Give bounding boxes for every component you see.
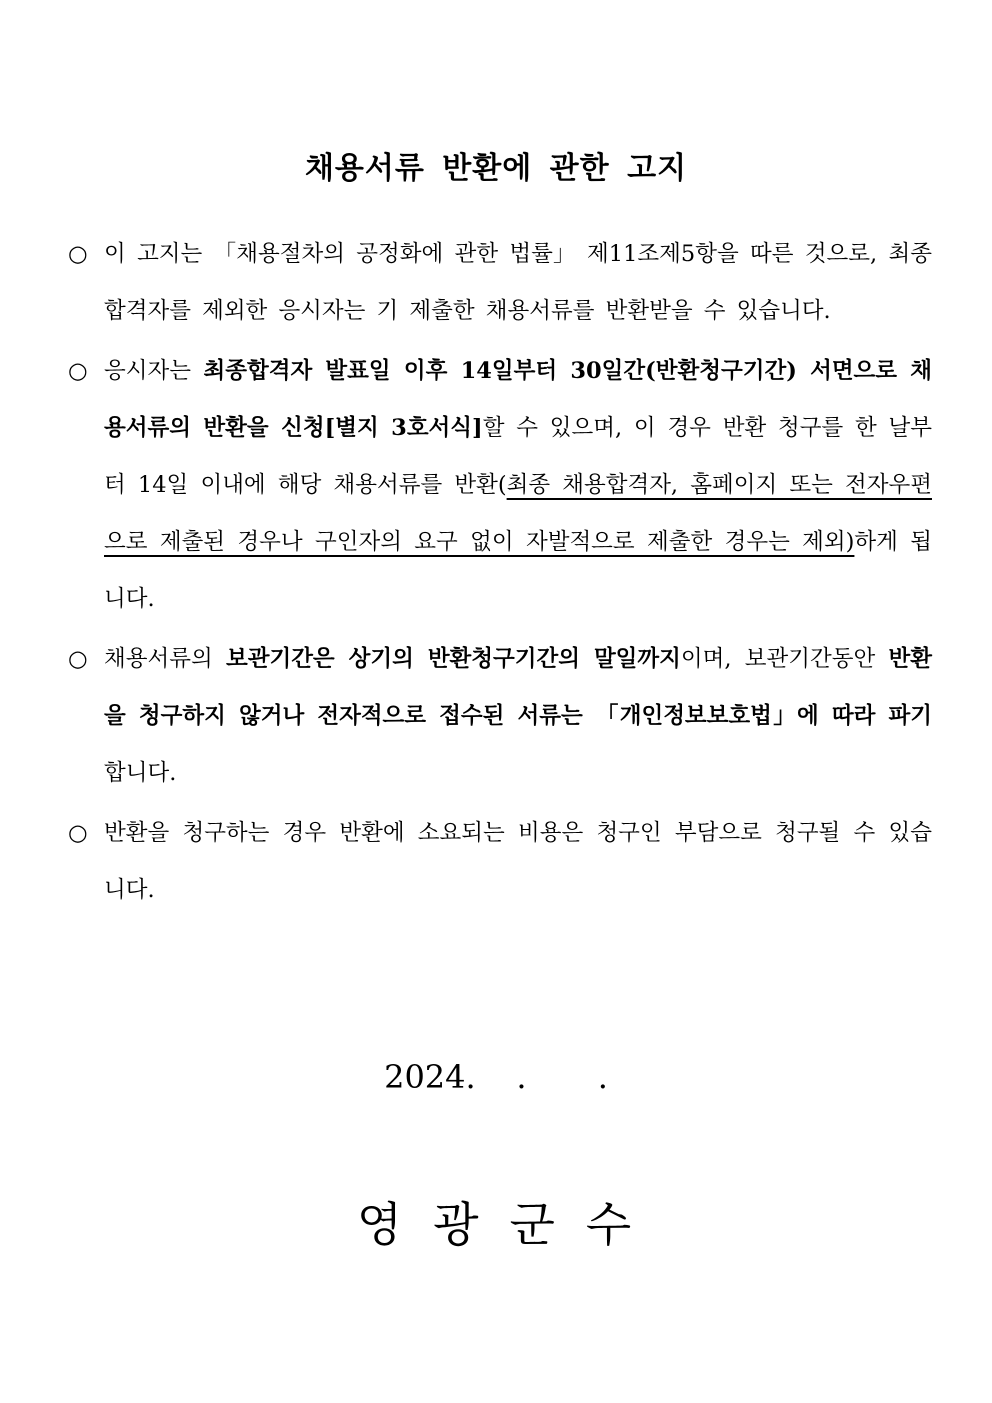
notice-item xyxy=(68,805,932,919)
circle-bullet-icon: ○ xyxy=(68,241,88,267)
document-title: 채용서류 반환에 관한 고지 xyxy=(304,151,688,186)
notice-text-segment: 최종 채용합격자, 홈페이지 또는 전자우편으로 제출된 경우나 구인자의 요구 없이 자발적으로 제출한 경우는 제외) xyxy=(104,472,932,555)
circle-bullet-icon: ○ xyxy=(68,646,88,672)
document-date: 2024. . . xyxy=(384,1058,608,1096)
circle-bullet-icon: ○ xyxy=(68,358,88,384)
notice-item xyxy=(68,631,932,802)
notice-text-segment: 응시자는 xyxy=(104,358,204,384)
notice-text-segment: 하게 됩니다. xyxy=(104,529,932,612)
notice-text-segment: 보관기간은 상기의 반환청구기간의 말일까지 xyxy=(225,646,681,672)
notice-text-segment: 이 고지는 「채용절차의 공정화에 관한 법률」 제11조제5항을 따른 것으로, 최종합격자를 제외한 응시자는 기 제출한 채용서류를 반환받을 수 있습니다. xyxy=(104,241,932,324)
notice-text-segment: 채용서류의 xyxy=(104,646,226,672)
notice-text-segment: 최종합격자 발표일 이후 14일부터 30일간(반환청구기간) 서면으로 채용서류의 반환을 신청[별지 3호서식] xyxy=(104,358,933,441)
notice-list xyxy=(68,226,932,922)
signature-yeonggwang-county-mayor: 영 광 군 수 xyxy=(356,1198,636,1253)
notice-item xyxy=(68,343,932,628)
notice-text-segment: 이며, 보관기간동안 xyxy=(680,646,889,672)
notice-text-segment: 반환을 청구하는 경우 반환에 소요되는 비용은 청구인 부담으로 청구될 수 있습니다. xyxy=(104,820,932,903)
notice-text-segment: 할 수 있으며, 이 경우 반환 청구를 한 날부터 14일 이내에 해당 채용서류를 반환( xyxy=(104,415,932,498)
notice-text-segment: 반환을 청구하지 않거나 전자적으로 접수된 서류는 「개인정보보호법」에 따라 파기 xyxy=(104,646,933,729)
notice-item xyxy=(68,226,932,340)
notice-text-segment: 합니다. xyxy=(104,760,177,786)
circle-bullet-icon: ○ xyxy=(68,820,88,846)
